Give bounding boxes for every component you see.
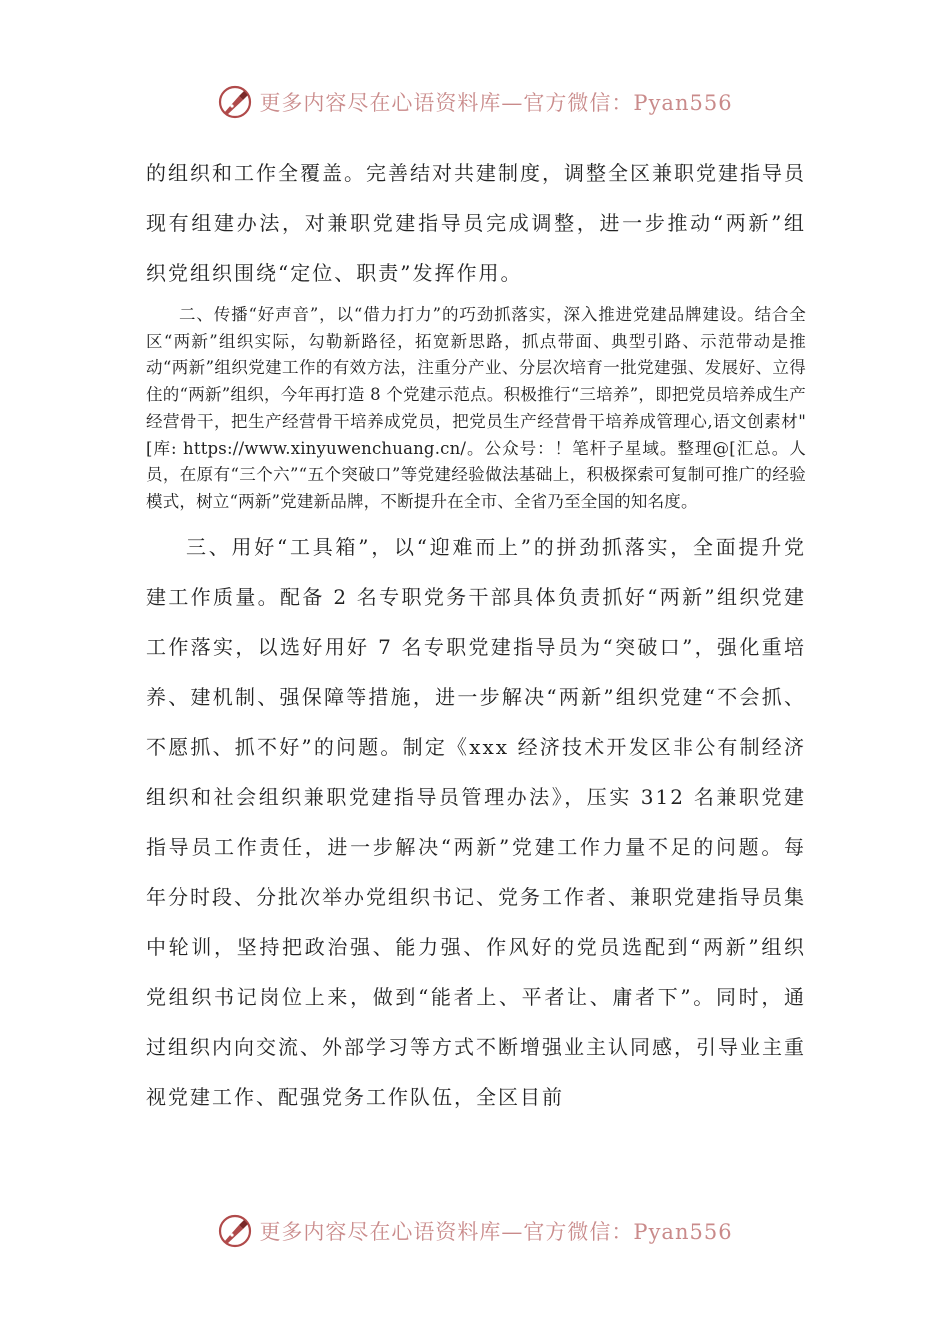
document-body bbox=[146, 148, 806, 1122]
footer-watermark-banner bbox=[0, 1209, 950, 1253]
paragraph-1: 的组织和工作全覆盖。完善结对共建制度，调整全区兼职党建指导员现有组建办法，对兼职党建指导员完成调整，进一步推动“两新”组织党组织围绕“定位、职责”发挥作用。 bbox=[146, 161, 806, 285]
paragraph-2: 二、传播“好声音”，以“借力打力”的巧劲抓落实，深入推进党建品牌建设。结合全区“两新”组织实际，勾勒新路径，拓宽新思路，抓点带面、典型引路、示范带动是推动“两新”组织党建工作的有效方法，注重分产业、分层次培育一批党建强、发展好、立得住的“两新”组织，今年再打造 8 个党建示范点。积极推行“三培养”，即把党员培养成生产经营骨干，把生产经营骨干培养成党员，把党员生产经营骨干培养成管理心,语文创素材"[库: https://www.xinyuwenchuang.cn/。公众号：！笔杆子星域。整理@[汇总。人员，在原有“三个六”“五个突破口”等党建经验做法基础上，积极探索可复制可推广的经验模式，树立“两新”党建新品牌，不断提升在全市、全省乃至全国的知名度。 bbox=[146, 305, 806, 511]
header-watermark-banner bbox=[0, 80, 950, 124]
header-watermark-text: 更多内容尽在心语资料库—官方微信：Pyan556 bbox=[259, 91, 733, 115]
pen-nib-logo-icon bbox=[217, 84, 253, 120]
paragraph-3: 三、用好“工具箱”，以“迎难而上”的拼劲抓落实，全面提升党建工作质量。配备 2 名专职党务干部具体负责抓好“两新”组织党建工作落实，以选好用好 7 名专职党建指导员为“突破口”，强化重培养、建机制、强保障等措施，进一步解决“两新”组织党建“不会抓、不愿抓、抓不好”的问题。制定《xxx 经济技术开发区非公有制经济组织和社会组织兼职党建指导员管理办法》，压实 312 名兼职党建指导员工作责任，进一步解决“两新”党建工作力量不足的问题。每年分时段、分批次举办党组织书记、党务工作者、兼职党建指导员集中轮训，坚持把政治强、能力强、作风好的党员选配到“两新”组织党组织书记岗位上来，做到“能者上、平者让、庸者下”。同时，通过组织内向交流、外部学习等方式不断增强业主认同感，引导业主重视党建工作、配强党务工作队伍，全区目前 bbox=[146, 534, 806, 1109]
pen-nib-logo-icon bbox=[217, 1213, 253, 1249]
footer-watermark-text: 更多内容尽在心语资料库—官方微信：Pyan556 bbox=[259, 1220, 733, 1244]
